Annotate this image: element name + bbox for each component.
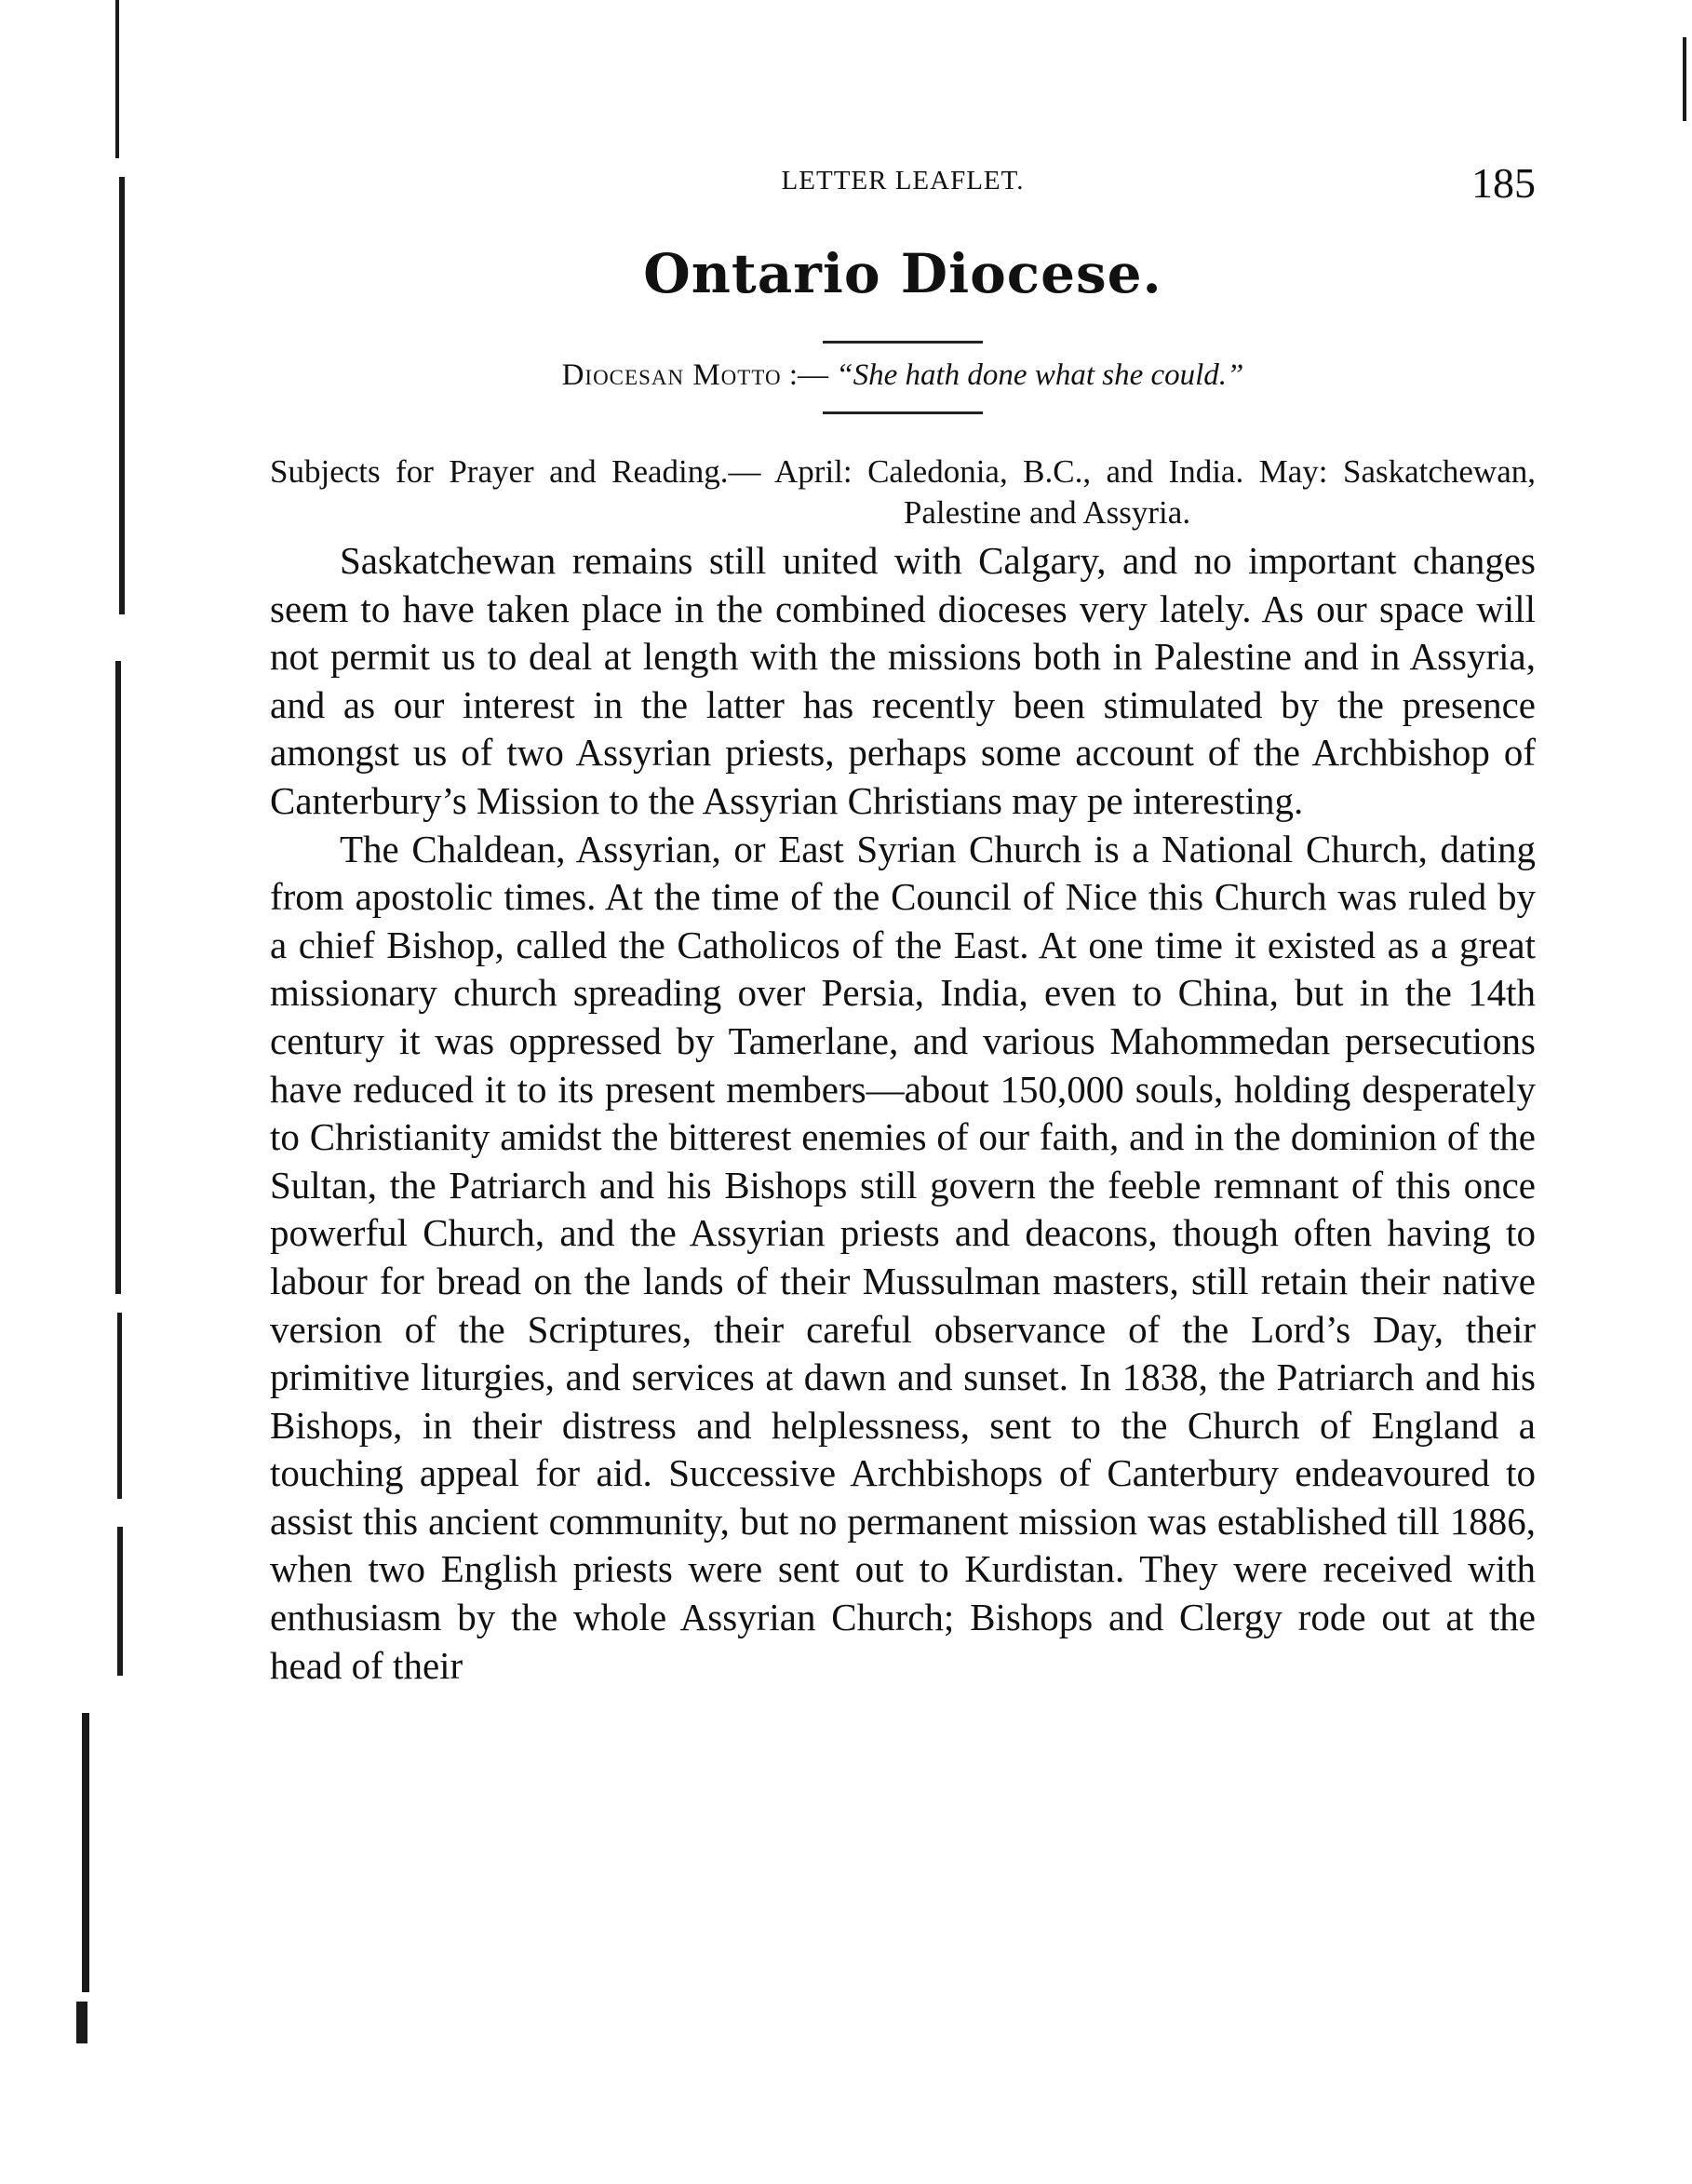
binding-edge-mark [117, 1527, 123, 1676]
page-content [270, 158, 1536, 1690]
binding-edge-mark [76, 2002, 87, 2043]
motto-rule [823, 411, 983, 414]
prayer-subjects: Subjects for Prayer and Reading.— April: Caledonia, B.C., and India. May: Saskatchewan, Palestine and Assyria. [270, 453, 1536, 531]
motto-label: Diocesan Motto [561, 358, 782, 392]
binding-edge-mark [82, 1713, 89, 1992]
running-title: LETTER LEAFLET. [781, 166, 1025, 195]
section-title: Ontario Diocese. [643, 242, 1162, 305]
paragraph: The Chaldean, Assyrian, or East Syrian Church is a National Church, dating from apostolic times. At the time of the Council of Nice this Church was ruled by a chief Bishop, called the Catholicos of the East. At one time it existed as a great missionary church spreading over Persia, India, even to China, but in the 14th century it was oppressed by Tamerlane, and various Mahommedan persecutions have reduced it to its present members—about 150,000 souls, holding desperately to Christianity amidst the bitterest enemies of our faith, and in the dominion of the Sultan, the Patriarch and his Bishops still govern the feeble remnant of this once powerful Church, and the Assyrian priests and deacons, though often having to labour for bread on the lands of their Mussulman masters, still retain their native version of the Scriptures, their careful observance of the Lord’s Day, their primitive liturgies, and services at dawn and sunset. In 1838, the Patriarch and his Bishops, in their distress and helplessness, sent to the Church of England a touching appeal for aid. Successive Archbishops of Canterbury endeavoured to assist this ancient community, but no permanent mission was established till 1886, when two English priests were sent out to Kurdistan. They were received with enthusiasm by the whole Assyrian Church; Bishops and Clergy rode out at the head of their [270, 827, 1536, 1687]
right-edge-mark [1683, 37, 1686, 121]
running-head [270, 158, 1536, 223]
diocesan-motto [270, 358, 1536, 393]
binding-edge-mark [115, 0, 119, 158]
binding-edge-mark [119, 177, 125, 614]
paragraph: Saskatchewan remains still united with Calgary, and no important changes seem to have taken place in the combined dioceses very lately. As our space will not permit us to deal at length with the missions both in Palestine and in Assyria, and as our interest in the latter has recently been stimulated by the presence amongst us of two Assyrian priests, perhaps some account of the Archbishop of Canterbury’s Mission to the Assyrian Christians may pe interesting. [270, 539, 1536, 822]
motto-separator: :— [788, 358, 828, 392]
binding-edge-mark [117, 1313, 122, 1499]
title-rule [823, 341, 983, 344]
binding-edge-mark [115, 661, 121, 1294]
page-number: 185 [1471, 159, 1536, 207]
motto-quote: “She hath done what she could.” [836, 358, 1244, 392]
